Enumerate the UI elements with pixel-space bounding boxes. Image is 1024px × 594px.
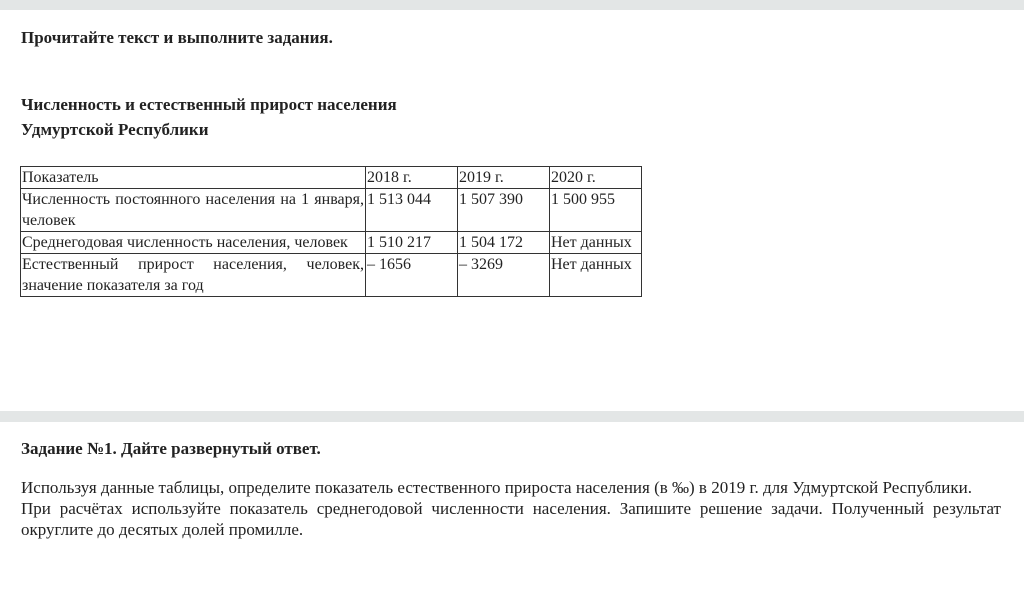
table-header-cell: 2020 г. [550,167,642,189]
table-header-cell: 2018 г. [366,167,458,189]
table-cell-value: 1 504 172 [458,232,550,254]
table-cell-value: 1 510 217 [366,232,458,254]
document-title-line-1: Численность и естественный прирост населения [21,95,397,114]
table-cell-indicator: Естественный прирост населения, человек, значение показателя за год [21,254,366,297]
table-row [21,232,642,254]
task-description [21,477,1001,540]
table-cell-value: Нет данных [550,254,642,297]
table-header-cell: 2019 г. [458,167,550,189]
task-paragraph: При расчётах используйте показатель среднегодовой численности населения. Запишите решение задачи. Полученный результат округлите до десятых долей промилле. [21,499,1001,539]
table-cell-value: 1 513 044 [366,189,458,232]
top-divider [0,0,1024,10]
table-cell-indicator: Среднегодовая численность населения, человек [21,232,366,254]
table-cell-value: 1 507 390 [458,189,550,232]
instruction-text: Прочитайте текст и выполните задания. [21,28,333,47]
table-cell-value: – 1656 [366,254,458,297]
table-header-row [21,167,642,189]
table-header-cell: Показатель [21,167,366,189]
table-cell-value: 1 500 955 [550,189,642,232]
table-cell-value: – 3269 [458,254,550,297]
task-paragraph: Используя данные таблицы, определите показатель естественного прироста населения (в ‰) в 2019 г. для Удмуртской Республики. [21,478,973,497]
table-cell-value: Нет данных [550,232,642,254]
population-table [20,166,642,297]
table-row [21,189,642,232]
document-title [21,92,397,142]
table-row [21,254,642,297]
task-title: Задание №1. Дайте развернутый ответ. [21,439,321,458]
document-title-line-2: Удмуртской Республики [21,120,209,139]
section-divider [0,411,1024,422]
table-cell-indicator: Численность постоянного населения на 1 января, человек [21,189,366,232]
